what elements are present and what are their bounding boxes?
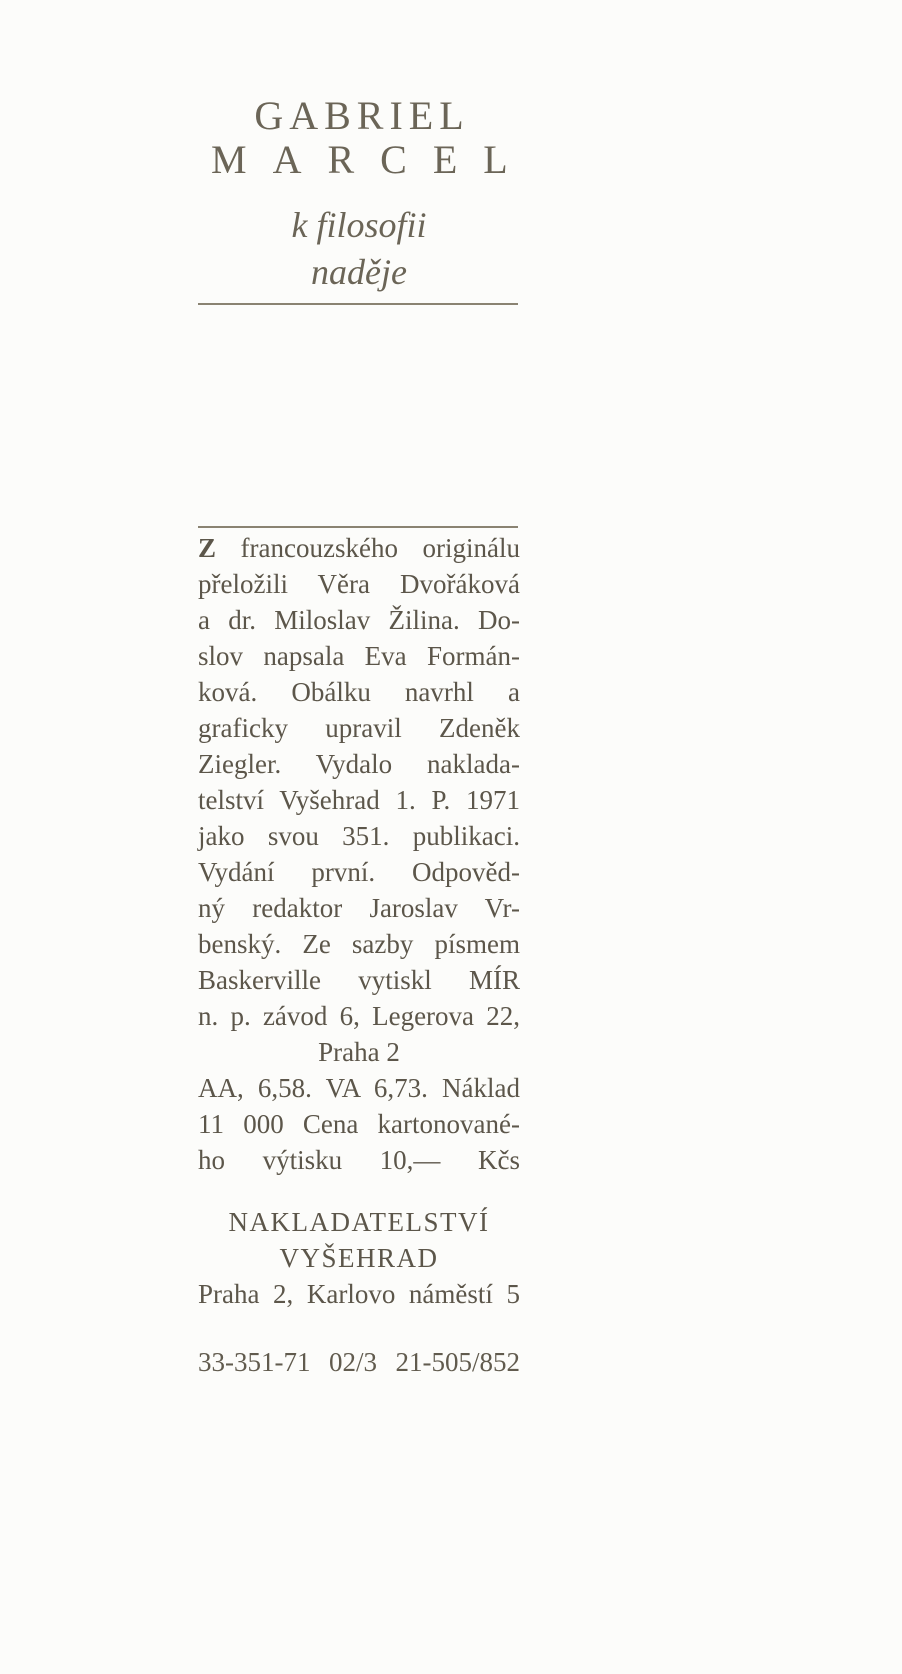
publisher-block: [198, 1204, 520, 1312]
colophon-line: Baskerville vytiskl MÍR: [198, 965, 520, 995]
colophon-line: benský. Ze sazby písmem: [198, 929, 520, 959]
colophon-line: jako svou 351. publikaci.: [198, 821, 520, 851]
text-column: [198, 0, 534, 1674]
title-divider-rule: [198, 303, 518, 305]
colophon-line: Vydání první. Odpověd-: [198, 857, 520, 887]
book-title-line-1: k filosofii: [291, 205, 427, 245]
colophon-line: přeložili Věra Dvořáková: [198, 569, 520, 599]
colophon-line: n. p. závod 6, Legerova 22,: [198, 1001, 520, 1031]
colophon-line: graficky upravil Zdeněk: [198, 713, 520, 743]
author-name-line-2: MARCEL: [211, 137, 534, 182]
publisher-address: Praha 2, Karlovo náměstí 5: [198, 1279, 520, 1309]
colophon-line: ková. Obálku navrhl a: [198, 677, 520, 707]
colophon-line: Praha 2: [318, 1037, 400, 1067]
colophon-line: Ziegler. Vydalo naklada-: [198, 749, 520, 779]
book-title-line-2: naděje: [311, 252, 407, 292]
colophon-line: ho výtisku 10,— Kčs: [198, 1145, 520, 1175]
publisher-name-line-1: NAKLADATELSTVÍ: [228, 1207, 490, 1237]
colophon-divider-rule: [198, 526, 518, 528]
author-name-line-1: GABRIEL: [254, 93, 470, 138]
colophon-line: 11 000 Cena kartonované-: [198, 1109, 520, 1139]
colophon-line: a dr. Miloslav Žilina. Do-: [198, 605, 520, 635]
print-code: 33-351-71 02/3 21-505/852: [198, 1347, 520, 1377]
colophon-line: slov napsala Eva Formán-: [198, 641, 520, 671]
colophon-line: ný redaktor Jaroslav Vr-: [198, 893, 520, 923]
colophon-line: Z francouzského originálu: [198, 533, 520, 563]
publisher-name-line-2: VYŠEHRAD: [279, 1243, 439, 1273]
colophon-text: [198, 530, 520, 1178]
colophon-line: AA, 6,58. VA 6,73. Náklad: [198, 1073, 520, 1103]
colophon-line: telství Vyšehrad 1. P. 1971: [198, 785, 520, 815]
